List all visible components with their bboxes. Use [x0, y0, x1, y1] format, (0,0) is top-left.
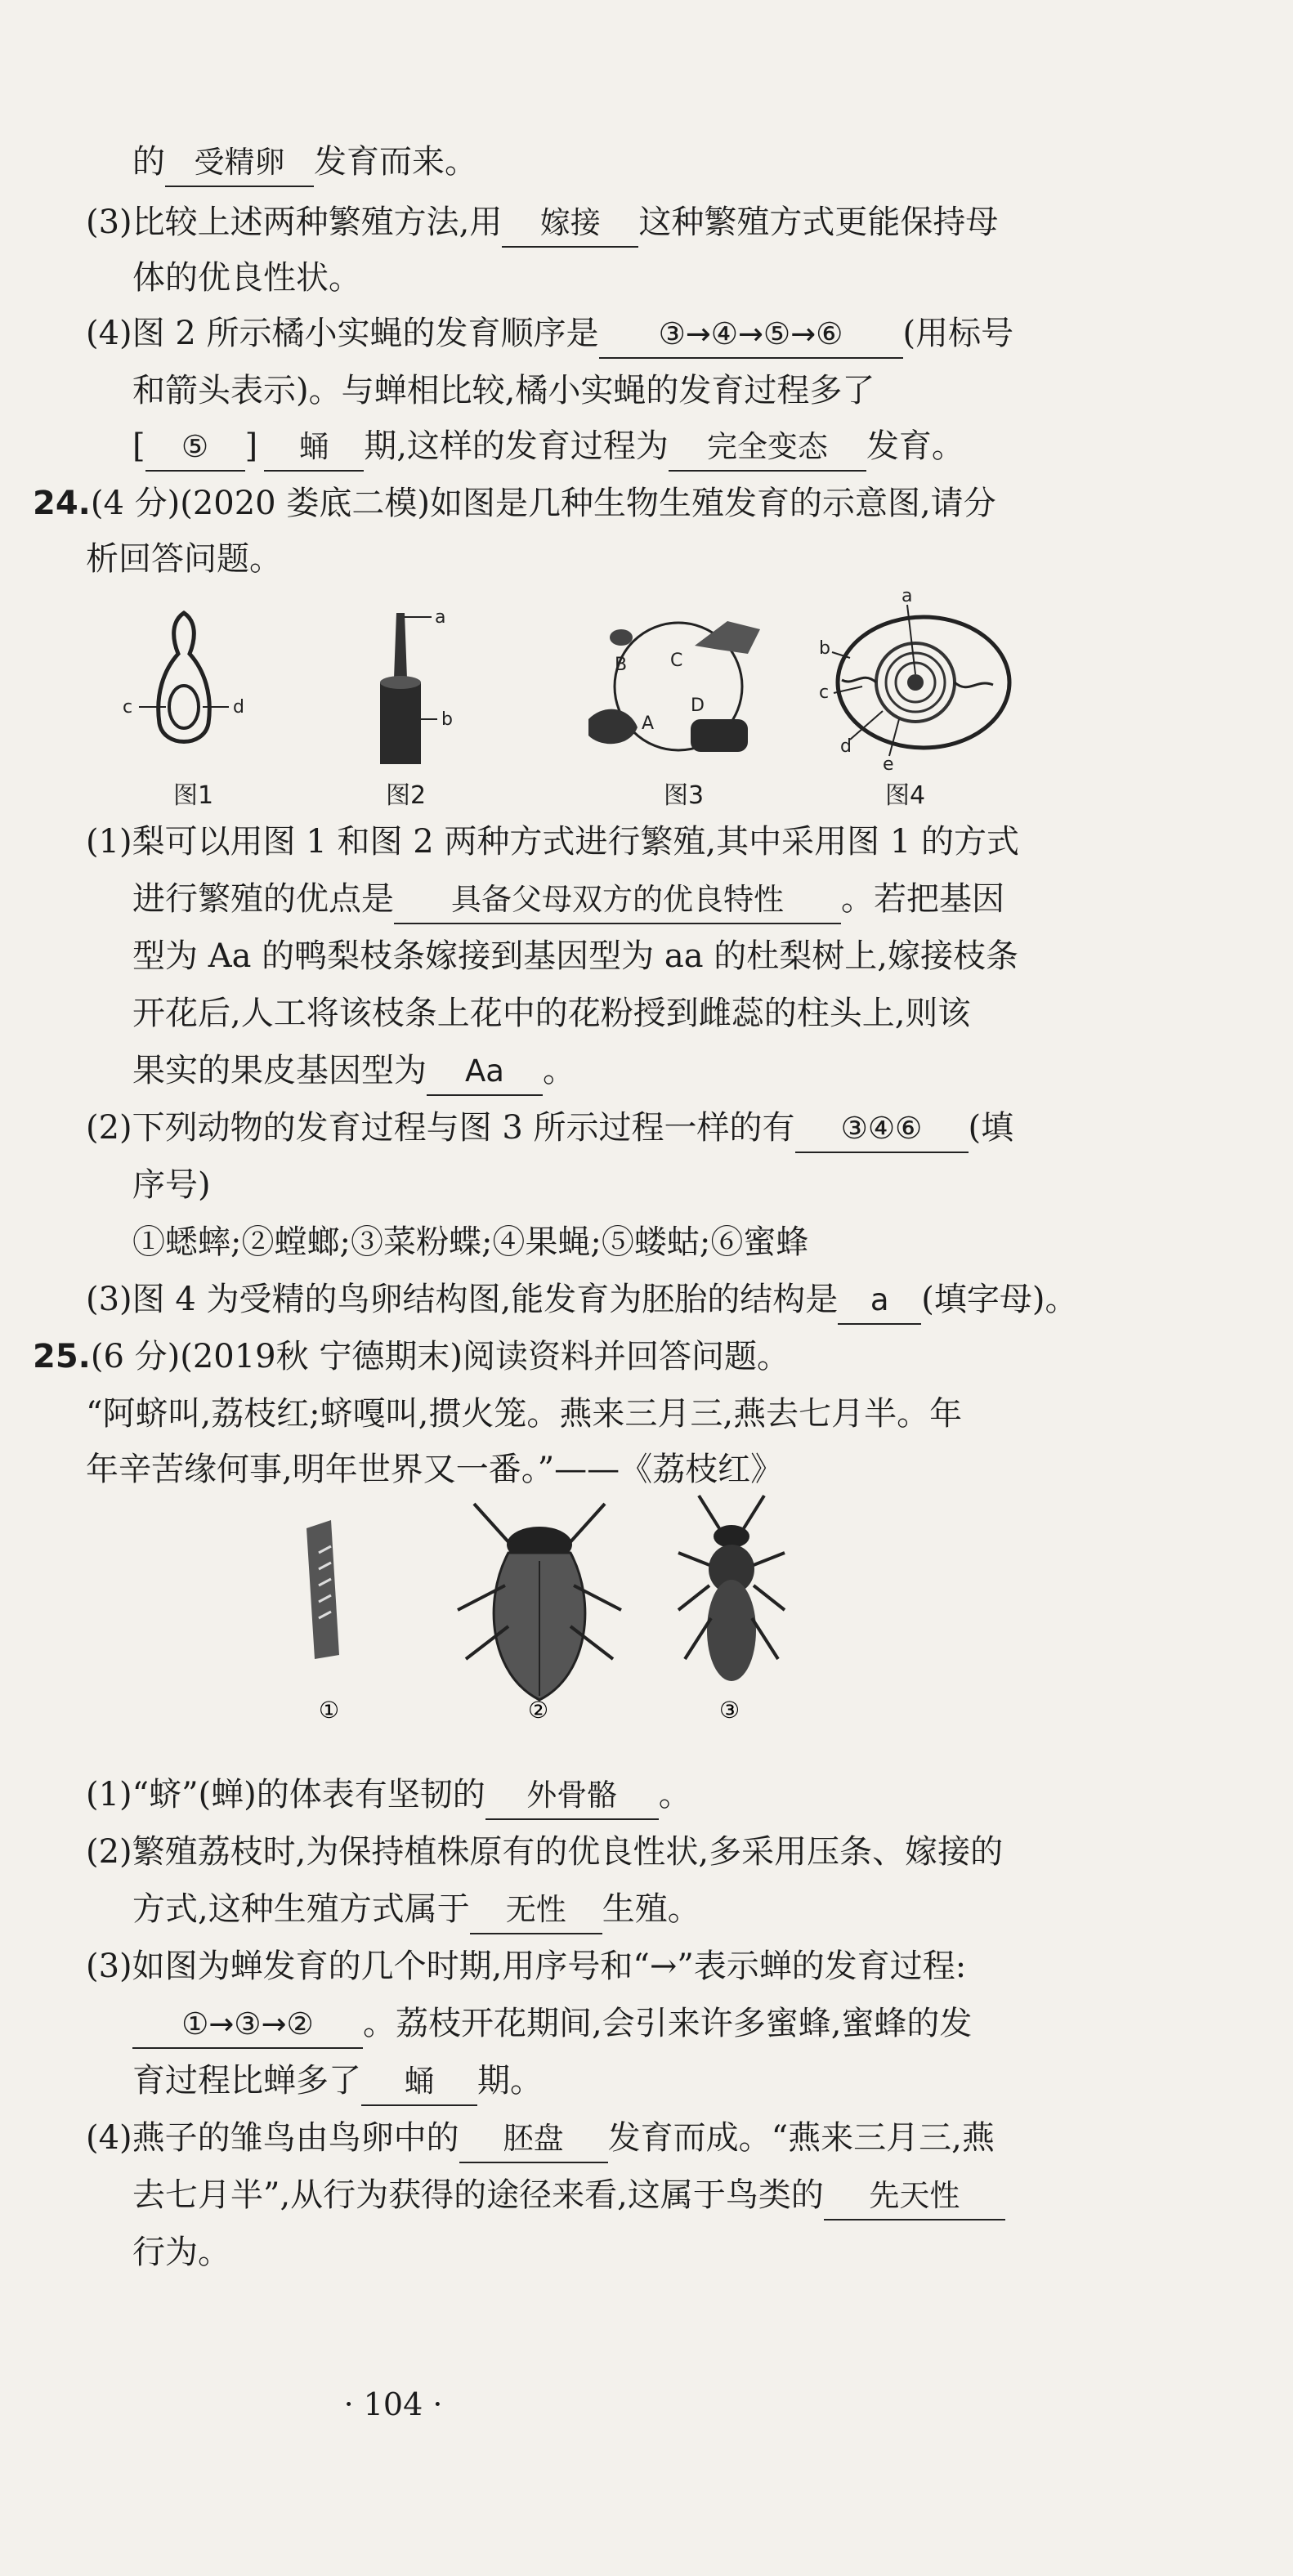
text: (填 — [968, 1109, 1014, 1147]
answer-blank: a — [838, 1277, 921, 1325]
answer-blank: 受精卵 — [165, 140, 314, 187]
text: 。若把基因 — [841, 880, 1004, 918]
label-e: e — [883, 754, 894, 775]
text: (3)图 4 为受精的鸟卵结构图,能发育为胚胎的结构是 — [86, 1281, 839, 1318]
text: 进行繁殖的优点是 — [132, 880, 394, 918]
text: (4)图 2 所示橘小实蝇的发育顺序是 — [86, 315, 599, 352]
label-B: B — [615, 655, 628, 675]
q25-part4-line3: 行为。 — [132, 2234, 230, 2271]
label-a: a — [435, 607, 446, 628]
figure-2-grafting — [360, 597, 466, 776]
cicada-stages-figure — [294, 1487, 801, 1724]
text: (填字母)。 — [921, 1281, 1078, 1318]
answer-blank: 胚盘 — [459, 2116, 608, 2163]
label-D: D — [691, 695, 705, 716]
figure-4-bird-egg — [817, 588, 1030, 776]
q23-part3 — [86, 199, 998, 248]
q23-part4 — [86, 311, 1013, 359]
text: (4 分)(2020 娄底二模)如图是几种生物生殖发育的示意图,请分 — [90, 485, 996, 522]
text: 去七月半”,从行为获得的途径来看,这属于鸟类的 — [132, 2176, 824, 2214]
q25-heading — [33, 1334, 790, 1380]
text: ] — [244, 427, 258, 465]
answer-blank: ③→④→⑤→⑥ — [599, 311, 903, 359]
q25-part1 — [86, 1772, 691, 1820]
answer-blank: 先天性 — [824, 2173, 1005, 2220]
figure-2-caption: 图2 — [386, 781, 427, 810]
q25-poem-line2: 年辛苦缘何事,明年世界又一番。”——《荔枝红》 — [86, 1451, 784, 1488]
q25-part2-line2 — [132, 1886, 700, 1934]
figure-4-caption: 图4 — [885, 781, 926, 810]
answer-blank: 蛹 — [264, 424, 364, 472]
label-C: C — [670, 651, 683, 671]
text: 果实的果皮基因型为 — [132, 1052, 427, 1089]
label-c: c — [819, 682, 830, 703]
figure-3-caption: 图3 — [664, 781, 705, 810]
text: 。 — [658, 1776, 691, 1813]
q24-part2 — [86, 1105, 1013, 1153]
text: 方式,这种生殖方式属于 — [132, 1890, 470, 1928]
q24-part1-line1: (1)梨可以用图 1 和图 2 两种方式进行繁殖,其中采用图 1 的方式 — [86, 823, 1020, 861]
q25-part4-line2 — [132, 2172, 1005, 2220]
q25-part3-line2 — [132, 2001, 972, 2049]
q24-part2-options: ①蟋蟀;②螳螂;③菜粉蝶;④果蝇;⑤蝼蛄;⑥蜜蜂 — [132, 1223, 809, 1261]
figure-1-pistil — [114, 605, 253, 776]
q24-part1-line2 — [132, 876, 1004, 924]
text: 发育而来。 — [314, 143, 477, 181]
label-b: b — [819, 638, 830, 659]
q24-part2-cont: 序号) — [132, 1166, 211, 1204]
answer-blank: ①→③→② — [132, 2001, 363, 2049]
label-a: a — [902, 588, 913, 606]
text: 期。 — [477, 2062, 543, 2100]
adult-cicada — [458, 1504, 621, 1700]
text: 。 — [543, 1052, 575, 1089]
answer-blank: 完全变态 — [669, 424, 866, 472]
text: 这种繁殖方式更能保持母 — [638, 203, 999, 241]
text: 。荔枝开花期间,会引来许多蜜蜂,蜜蜂的发 — [363, 2005, 973, 2042]
text: 发育而成。“燕来三月三,燕 — [607, 2119, 995, 2157]
question-number: 25. — [33, 1338, 91, 1375]
q23-part3-cont: 体的优良性状。 — [132, 259, 361, 297]
label-c: c — [123, 697, 133, 718]
text: 发育。 — [866, 427, 964, 465]
text: 生殖。 — [602, 1890, 700, 1928]
q24-part1-line5 — [132, 1048, 575, 1096]
answer-blank: 蛹 — [361, 2059, 477, 2106]
label-b: b — [441, 709, 453, 730]
answer-blank: 嫁接 — [502, 200, 638, 248]
text: (3)比较上述两种繁殖方法,用 — [86, 203, 503, 241]
figure-1-caption: 图1 — [173, 781, 214, 810]
q24-part3 — [86, 1277, 1077, 1325]
text: (4)燕子的雏鸟由鸟卵中的 — [86, 2119, 459, 2157]
text: (1)“蛴”(蝉)的体表有坚韧的 — [86, 1776, 485, 1813]
answer-blank: Aa — [427, 1049, 543, 1096]
text: (2)下列动物的发育过程与图 3 所示过程一样的有 — [86, 1109, 795, 1147]
answer-blank: 具备父母双方的优良特性 — [394, 877, 841, 924]
answer-blank: ③④⑥ — [795, 1106, 969, 1153]
q25-part2-line1: (2)繁殖荔枝时,为保持植株原有的优良性状,多采用压条、嫁接的 — [86, 1833, 1004, 1871]
q25-part3-line1: (3)如图为蝉发育的几个时期,用序号和“→”表示蝉的发育过程: — [86, 1948, 967, 1985]
q23-line-1 — [132, 139, 477, 187]
page-number-text: · 104 · — [343, 2386, 443, 2422]
egg-on-twig — [306, 1520, 339, 1659]
text: (6 分)(2019秋 宁德期末)阅读资料并回答问题。 — [90, 1338, 790, 1375]
text: [ — [132, 427, 145, 465]
cicada-nymph — [678, 1496, 785, 1681]
text: 期,这样的发育过程为 — [364, 427, 669, 465]
answer-blank: ⑤ — [145, 424, 245, 472]
label-2: ② — [528, 1697, 549, 1724]
label-3: ③ — [719, 1697, 740, 1724]
label-1: ① — [319, 1697, 340, 1724]
q23-part4-cont: 和箭头表示)。与蝉相比较,橘小实蝇的发育过程多了 — [132, 372, 875, 409]
q24-part1-line3: 型为 Aa 的鸭梨枝条嫁接到基因型为 aa 的杜梨树上,嫁接枝条 — [132, 937, 1019, 975]
q25-part3-line3 — [132, 2058, 543, 2106]
q24-heading-cont: 析回答问题。 — [86, 540, 282, 578]
page-number — [0, 2386, 1293, 2422]
figure-3-life-cycle — [572, 605, 785, 776]
answer-blank: 无性 — [470, 1887, 602, 1934]
label-d: d — [233, 697, 244, 718]
q24-heading — [33, 481, 996, 526]
q25-part4-line1 — [86, 2115, 995, 2163]
q23-part4-line3 — [132, 423, 964, 472]
answer-blank: 外骨骼 — [485, 1773, 659, 1820]
question-number: 24. — [33, 485, 91, 522]
text: (用标号 — [902, 315, 1014, 352]
q24-part1-line4: 开花后,人工将该枝条上花中的花粉授到雌蕊的柱头上,则该 — [132, 995, 971, 1032]
label-d: d — [840, 736, 852, 757]
label-A: A — [642, 713, 655, 734]
q25-poem-line1: “阿蛴叫,荔枝红;蛴嘎叫,掼火笼。燕来三月三,燕去七月半。年 — [86, 1395, 963, 1433]
text: 的 — [132, 143, 165, 181]
text: 育过程比蝉多了 — [132, 2062, 361, 2100]
